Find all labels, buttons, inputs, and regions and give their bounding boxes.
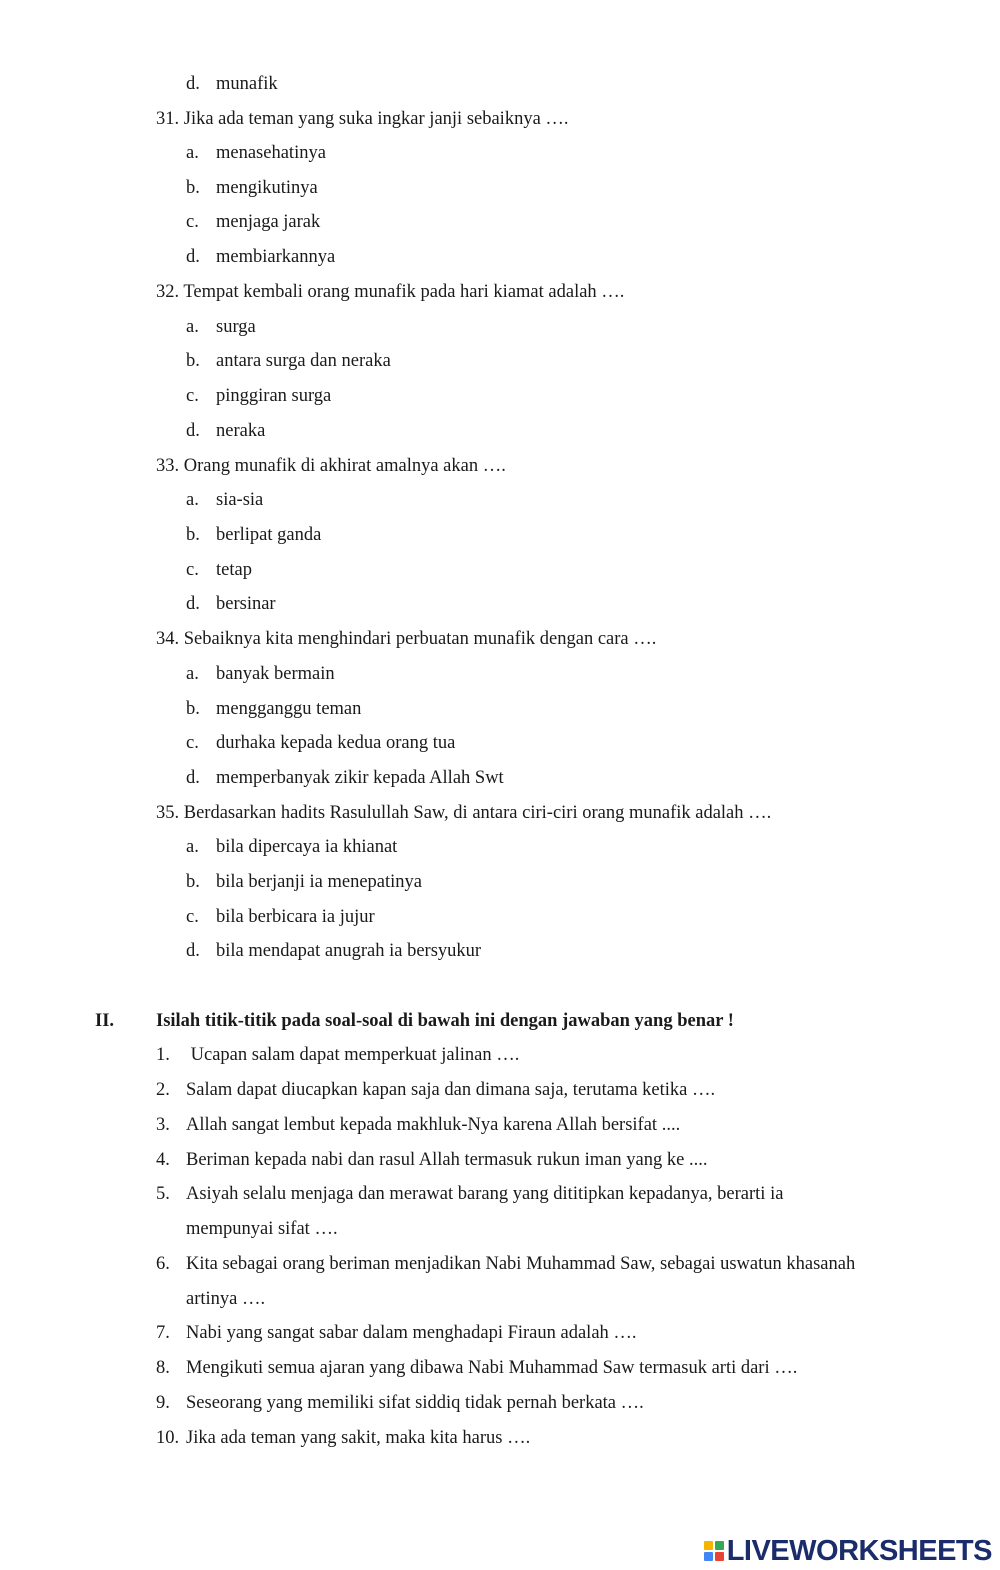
question-32 <box>156 281 624 303</box>
question-33 <box>156 455 506 477</box>
question-35 <box>156 802 771 824</box>
option-text: pinggiran surga <box>216 386 332 406</box>
question-number: 35. <box>156 803 180 823</box>
option-letter: c. <box>186 733 199 753</box>
option-text: antara surga dan neraka <box>216 351 391 371</box>
item-number: 3. <box>156 1115 170 1135</box>
question-text: Berdasarkan hadits Rasulullah Saw, di antara ciri-ciri orang munafik adalah …. <box>183 803 772 823</box>
option-34d <box>186 767 504 789</box>
item-number: 7. <box>156 1323 170 1343</box>
option-32b <box>186 350 391 372</box>
option-text: sia-sia <box>216 490 264 510</box>
question-34 <box>156 628 656 650</box>
question-text: Tempat kembali orang munafik pada hari kiamat adalah …. <box>183 282 625 302</box>
item-number: 1. <box>156 1045 170 1065</box>
option-letter: d. <box>186 768 200 788</box>
option-text: menasehatinya <box>216 143 326 163</box>
essay-item-6 <box>156 1253 855 1275</box>
option-text: mengikutinya <box>216 178 318 198</box>
question-number: 33. <box>156 456 180 476</box>
item-text: Mengikuti semua ajaran yang dibawa Nabi Muhammad Saw termasuk arti dari …. <box>186 1358 798 1378</box>
option-letter: a. <box>186 837 199 857</box>
option-letter: b. <box>186 351 200 371</box>
item-number: 5. <box>156 1184 170 1204</box>
option-32a <box>186 316 256 338</box>
section-instruction: Isilah titik-titik pada soal-soal di bawah ini dengan jawaban yang benar ! <box>156 1011 734 1031</box>
option-34a <box>186 663 335 685</box>
option-35a <box>186 836 397 858</box>
option-letter: d. <box>186 594 200 614</box>
question-text: Sebaiknya kita menghindari perbuatan munafik dengan cara …. <box>183 629 657 649</box>
option-letter: b. <box>186 525 200 545</box>
option-letter: b. <box>186 699 200 719</box>
item-number: 9. <box>156 1393 170 1413</box>
item-number: 10. <box>156 1428 180 1448</box>
option-letter: c. <box>186 386 199 406</box>
option-text: bila berbicara ia jujur <box>216 907 375 927</box>
essay-item-8 <box>156 1357 797 1379</box>
option-31b <box>186 177 318 199</box>
item-number: 4. <box>156 1150 170 1170</box>
option-letter: d. <box>186 941 200 961</box>
item-text: Allah sangat lembut kepada makhluk-Nya karena Allah bersifat .... <box>186 1115 681 1135</box>
option-letter: d. <box>186 247 200 267</box>
question-31 <box>156 108 569 130</box>
option-letter: c. <box>186 907 199 927</box>
option-text: berlipat ganda <box>216 525 322 545</box>
question-number: 32. <box>156 282 180 302</box>
essay-item-5-continued <box>186 1218 338 1240</box>
essay-item-7 <box>156 1322 637 1344</box>
item-text: Asiyah selalu menjaga dan merawat barang yang dititipkan kepadanya, berarti ia <box>186 1184 784 1204</box>
item-text: Kita sebagai orang beriman menjadikan Nabi Muhammad Saw, sebagai uswatun khasanah <box>186 1254 856 1274</box>
option-letter: a. <box>186 490 199 510</box>
option-35d <box>186 940 481 962</box>
option-letter: a. <box>186 664 199 684</box>
option-33d <box>186 593 276 615</box>
question-number: 31. <box>156 109 180 129</box>
option-text: surga <box>216 317 256 337</box>
question-text: Orang munafik di akhirat amalnya akan …. <box>183 456 506 476</box>
prev-option <box>186 73 278 95</box>
option-31d <box>186 246 335 268</box>
liveworksheets-icon <box>704 1541 724 1561</box>
liveworksheets-wordmark: LIVEWORKSHEETS <box>726 1534 992 1567</box>
option-text: bila dipercaya ia khianat <box>216 837 398 857</box>
essay-item-1 <box>156 1044 519 1066</box>
option-32c <box>186 385 331 407</box>
essay-item-5 <box>156 1183 783 1205</box>
option-text: munafik <box>216 74 278 94</box>
option-text: memperbanyak zikir kepada Allah Swt <box>216 768 504 788</box>
option-letter: b. <box>186 178 200 198</box>
option-34b <box>186 698 361 720</box>
option-letter: c. <box>186 560 199 580</box>
option-text: bersinar <box>216 594 276 614</box>
question-number: 34. <box>156 629 180 649</box>
option-text: durhaka kepada kedua orang tua <box>216 733 456 753</box>
option-33c <box>186 559 252 581</box>
option-letter: c. <box>186 212 199 232</box>
option-34c <box>186 732 455 754</box>
item-text: Beriman kepada nabi dan rasul Allah termasuk rukun iman yang ke .... <box>186 1150 708 1170</box>
item-text: Nabi yang sangat sabar dalam menghadapi Firaun adalah …. <box>186 1323 637 1343</box>
option-text: membiarkannya <box>216 247 336 267</box>
option-text: mengganggu teman <box>216 699 362 719</box>
option-letter: d. <box>186 74 200 94</box>
option-32d <box>186 420 265 442</box>
section-numeral: II. <box>95 1011 115 1031</box>
essay-item-3 <box>156 1114 680 1136</box>
item-text: mempunyai sifat …. <box>186 1219 338 1239</box>
essay-item-4 <box>156 1149 707 1171</box>
essay-item-9 <box>156 1392 644 1414</box>
liveworksheets-logo <box>704 1536 992 1566</box>
question-text: Jika ada teman yang suka ingkar janji sebaiknya …. <box>183 109 569 129</box>
option-33a <box>186 489 263 511</box>
essay-item-10 <box>156 1427 530 1449</box>
option-31c <box>186 211 320 233</box>
essay-item-2 <box>156 1079 715 1101</box>
essay-item-6-continued <box>186 1288 265 1310</box>
option-31a <box>186 142 326 164</box>
item-number: 8. <box>156 1358 170 1378</box>
option-letter: d. <box>186 421 200 441</box>
option-text: bila berjanji ia menepatinya <box>216 872 422 892</box>
item-text: Seseorang yang memiliki sifat siddiq tidak pernah berkata …. <box>186 1393 644 1413</box>
option-text: banyak bermain <box>216 664 335 684</box>
option-text: tetap <box>216 560 252 580</box>
option-text: neraka <box>216 421 266 441</box>
option-text: menjaga jarak <box>216 212 321 232</box>
option-text: bila mendapat anugrah ia bersyukur <box>216 941 482 961</box>
item-text: Jika ada teman yang sakit, maka kita harus …. <box>186 1428 531 1448</box>
option-letter: b. <box>186 872 200 892</box>
option-33b <box>186 524 321 546</box>
option-35b <box>186 871 422 893</box>
option-35c <box>186 906 375 928</box>
option-letter: a. <box>186 317 199 337</box>
item-text: Salam dapat diucapkan kapan saja dan dimana saja, terutama ketika …. <box>186 1080 716 1100</box>
option-letter: a. <box>186 143 199 163</box>
item-text: Ucapan salam dapat memperkuat jalinan …. <box>186 1045 520 1065</box>
item-number: 2. <box>156 1080 170 1100</box>
item-text: artinya …. <box>186 1289 266 1309</box>
item-number: 6. <box>156 1254 170 1274</box>
